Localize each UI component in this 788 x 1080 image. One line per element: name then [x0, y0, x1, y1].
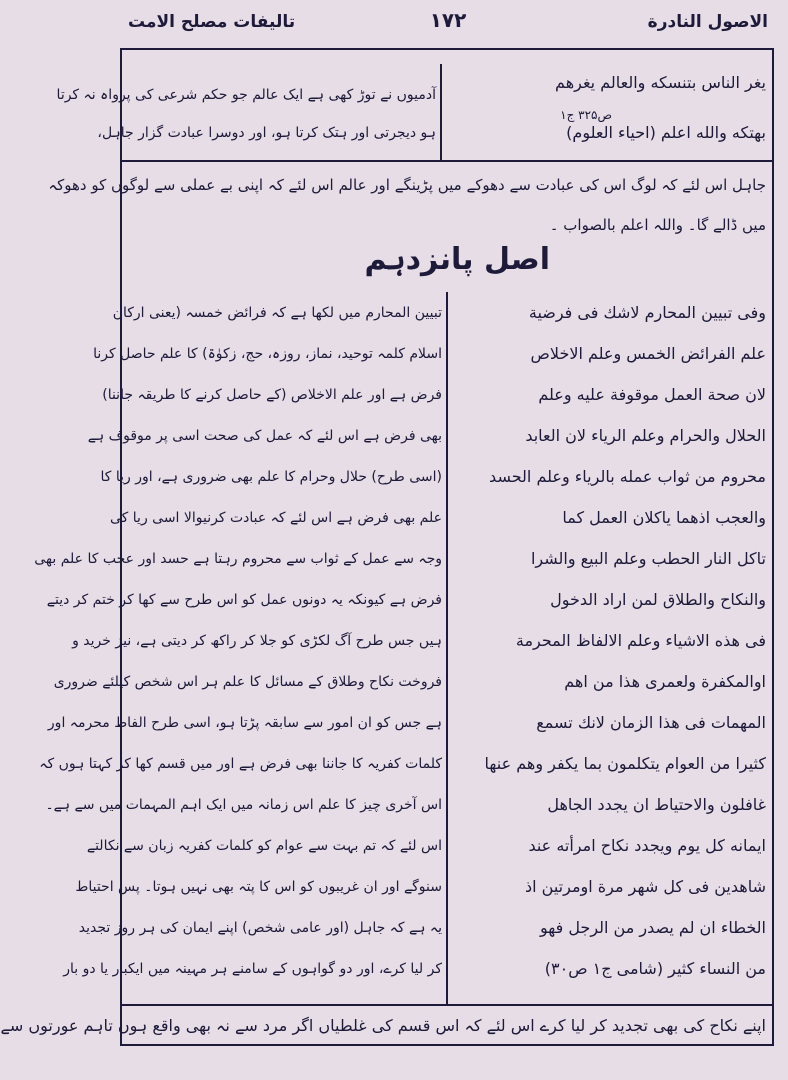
page-header	[124, 4, 772, 42]
arabic-line: محروم من ثواب عمله بالرياء وعلم الحسد	[489, 467, 766, 486]
arabic-line: علم الفرائض الخمس وعلم الاخلاص	[530, 344, 766, 363]
top-box-divider	[120, 160, 774, 162]
arabic-line: لان صحة العمل موقوفة عليه وعلم	[538, 385, 766, 404]
arabic-line: الحلال والحرام وعلم الرياء لان العابد	[525, 426, 766, 445]
footer-line: اپنے نکاح کی بھی تجدید کر لیا کرے اس لئے کہ اس قسم کی غلطیاں اگر مرد سے نہ بھی واقع ہوں تاہم عورتوں سے	[0, 1016, 766, 1035]
bridge-line: جاہل اس لئے کہ لوگ اس کی عبادت سے دھوکے میں پڑینگے اور عالم اس لئے کہ اپنی بے عملی سے لوگوں کو دھوکہ	[48, 176, 766, 194]
column-divider	[446, 292, 448, 1006]
page-number: ١٧٢	[429, 8, 467, 32]
arabic-line: وفى تبيين المحارم لاشك فى فرضية	[528, 303, 766, 322]
top-reference: ص۳۲۵ ج۱	[560, 108, 612, 122]
urdu-line: ہے جس کو ان امور سے سابقہ پڑتا ہو، اسی طرح الفاظ محرمہ اور	[47, 715, 442, 731]
urdu-line: علم بھی فرض ہے اس لئے کہ عبادت کرنیوالا اسی ریا کی	[110, 510, 442, 526]
arabic-line: ايمانه كل يوم ويجدد نكاح امرأته عند	[528, 836, 766, 855]
urdu-line: یہ ہے کہ جاہل (اور عامی شخص) اپنے ایمان کی ہر روز تجدید	[78, 920, 442, 936]
top-arabic-line: يغر الناس بتنسكه والعالم يغرهم	[555, 73, 766, 92]
arabic-line: الخطاء ان لم يصدر من الرجل فهو	[539, 918, 766, 937]
urdu-line: سنوگے اور ان غریبوں کو اس کا پتہ بھی نہیں ہوتا۔ پس احتیاط	[75, 879, 442, 895]
urdu-line: (اسی طرح) حلال وحرام کا علم بھی ضروری ہے، اور ریا کا	[100, 469, 442, 485]
urdu-line: فرض ہے اور علم الاخلاص (کے حاصل کرنے کا طریقہ جاننا)	[102, 387, 442, 403]
section-heading: اصل پانزدہم	[364, 242, 550, 277]
arabic-line: تاكل النار الحطب وعلم البيع والشرا	[530, 549, 766, 568]
arabic-line: والعجب اذهما ياكلان العمل كما	[562, 508, 766, 527]
urdu-line: وجہ سے عمل کے ثواب سے محروم رہتا ہے حسد اور عجب کا علم بھی	[34, 551, 442, 567]
arabic-line: غافلون والاحتياط ان يجدد الجاهل	[547, 795, 766, 814]
arabic-line: اوالمكفرة ولعمرى هذا من اهم	[564, 672, 766, 691]
arabic-line: شاهدين فى كل شهر مرة اومرتين اذ	[525, 877, 766, 896]
urdu-line: اسلام کلمہ توحید، نماز، روزہ، حج، زکوٰۃ) کا علم حاصل کرنا	[93, 346, 442, 362]
top-box-column-divider	[440, 64, 442, 162]
arabic-line: من النساء كثير (شامى ج۱ ص۳۰)	[544, 959, 766, 978]
urdu-line: اس لئے کہ تم بہت سے عوام کو کلمات کفریہ زبان سے نکالتے	[86, 838, 442, 854]
bridge-line: میں ڈالے گا۔ واللہ اعلم بالصواب ۔	[549, 216, 766, 234]
arabic-line: كثيرا من العوام يتكلمون بما يكفر وهم عنها	[484, 754, 766, 773]
footer-divider	[120, 1004, 774, 1006]
top-urdu-line: آدمیوں نے توڑ کھی ہے ایک عالم جو حکم شرعی کی پرواہ نہ کرتا	[56, 87, 436, 103]
urdu-line: کر لیا کرے، اور دو گواہوں کے سامنے ہر مہینہ میں ایکبار یا دو بار	[63, 961, 442, 977]
urdu-line: فروخت نکاح وطلاق کے مسائل کا علم ہر اس شخص کیلئے ضروری	[53, 674, 442, 690]
urdu-line: اس آخری چیز کا علم اس زمانہ میں ایک اہم المہمات میں سے ہے۔	[45, 797, 442, 813]
urdu-line: کلمات کفریہ کا جاننا بھی فرض ہے اور میں قسم کھا کر کہتا ہوں کہ	[39, 756, 442, 772]
arabic-line: والنكاح والطلاق لمن اراد الدخول	[550, 590, 766, 609]
header-book-title: الاصول النادرة	[647, 12, 768, 32]
top-urdu-line: ہو دیجرتی اور ہتک کرتا ہو، اور دوسرا عبادت گزار جاہل،	[97, 125, 436, 141]
urdu-line: ہیں جس طرح آگ لکڑی کو جلا کر راکھ کر دیتی ہے، نیز خرید و	[72, 633, 442, 649]
urdu-line: تبیین المحارم میں لکھا ہے کہ فرائض خمسہ (یعنی ارکان	[112, 305, 442, 321]
arabic-line: فى هذه الاشياء وعلم الالفاظ المحرمة	[515, 631, 766, 650]
top-arabic-line: بهتكه والله اعلم (احياء العلوم)	[566, 123, 766, 142]
arabic-line: المهمات فى هذا الزمان لانك تسمع	[536, 713, 766, 732]
urdu-line: بھی فرض ہے اس لئے کہ عمل کی صحت اسی پر موقوف ہے	[87, 428, 442, 444]
urdu-line: فرض ہے کیونکہ یہ دونوں عمل کو اس طرح سے کھا کر ختم کر دیتے	[46, 592, 442, 608]
book-page	[0, 4, 780, 1074]
header-series-title: تالیفات مصلح الامت	[128, 12, 296, 32]
